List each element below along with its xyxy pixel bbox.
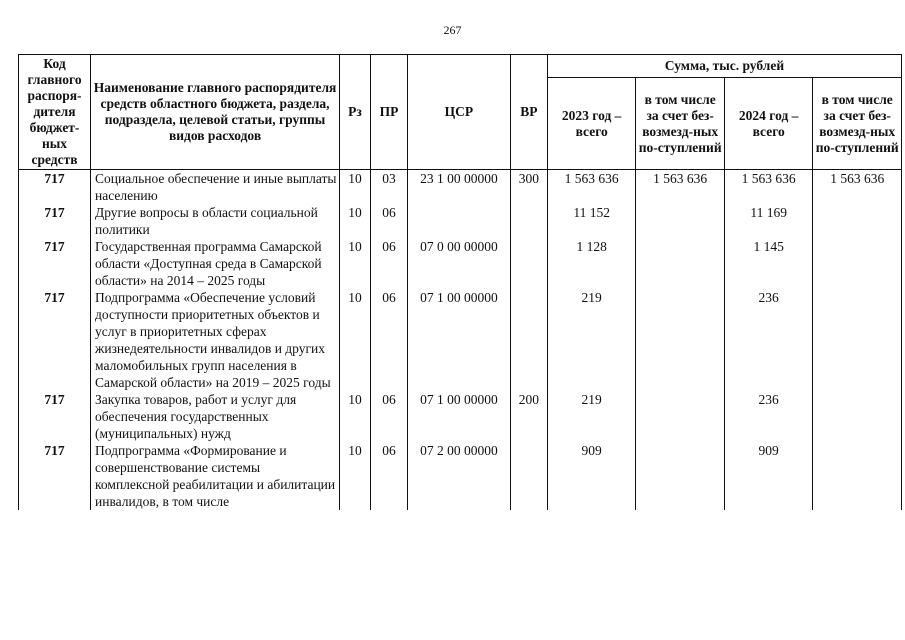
cell-2023-total: 1 563 636 [547, 170, 636, 205]
cell-2024-gratuitous: 1 563 636 [813, 170, 902, 205]
cell-2024-gratuitous [813, 391, 902, 442]
header-sum: Сумма, тыс. рублей [547, 55, 901, 78]
cell-vr [510, 442, 547, 510]
table-row [19, 289, 902, 391]
cell-2023-gratuitous [636, 204, 725, 238]
cell-csr [407, 204, 510, 238]
cell-pr: 06 [370, 289, 407, 391]
cell-pr: 03 [370, 170, 407, 205]
cell-2024-total: 1 145 [724, 238, 813, 289]
header-2023-gratuitous: в том числе за счет без-возмезд-ных по-ступлений [636, 78, 725, 170]
cell-2023-gratuitous [636, 238, 725, 289]
cell-code: 717 [19, 391, 91, 442]
header-2024-total: 2024 год – всего [724, 78, 813, 170]
header-name: Наименование главного распорядителя средств областного бюджета, раздела, подраздела, целевой статьи, группы видов расходов [91, 55, 340, 170]
cell-2023-total: 219 [547, 391, 636, 442]
cell-pr: 06 [370, 204, 407, 238]
cell-vr [510, 289, 547, 391]
cell-2023-total: 219 [547, 289, 636, 391]
cell-code: 717 [19, 170, 91, 205]
table-row [19, 391, 902, 442]
cell-2023-gratuitous [636, 391, 725, 442]
cell-2023-gratuitous [636, 442, 725, 510]
cell-2023-gratuitous: 1 563 636 [636, 170, 725, 205]
cell-pr: 06 [370, 391, 407, 442]
cell-2024-gratuitous [813, 238, 902, 289]
cell-2024-gratuitous [813, 289, 902, 391]
cell-rz: 10 [340, 204, 371, 238]
cell-name: Подпрограмма «Обеспечение условий доступности приоритетных объектов и услуг в приоритетных сферах жизнедеятельности инвалидов и других маломобильных групп населения в Самарской области» на 2019 – 2025 годы [91, 289, 340, 391]
table-body [19, 170, 902, 511]
cell-rz: 10 [340, 238, 371, 289]
cell-name: Другие вопросы в области социальной политики [91, 204, 340, 238]
cell-name: Государственная программа Самарской области «Доступная среда в Самарской области» на 2014 – 2025 годы [91, 238, 340, 289]
header-csr: ЦСР [407, 55, 510, 170]
cell-csr: 07 1 00 00000 [407, 289, 510, 391]
cell-vr [510, 238, 547, 289]
cell-code: 717 [19, 238, 91, 289]
cell-name: Закупка товаров, работ и услуг для обеспечения государственных (муниципальных) нужд [91, 391, 340, 442]
header-2023-total: 2023 год – всего [547, 78, 636, 170]
cell-code: 717 [19, 442, 91, 510]
cell-rz: 10 [340, 289, 371, 391]
cell-2023-total: 1 128 [547, 238, 636, 289]
cell-2024-total: 236 [724, 391, 813, 442]
cell-rz: 10 [340, 442, 371, 510]
header-rz: Рз [340, 55, 371, 170]
budget-table [18, 54, 902, 510]
cell-code: 717 [19, 289, 91, 391]
cell-2024-total: 11 169 [724, 204, 813, 238]
cell-2024-total: 909 [724, 442, 813, 510]
cell-name: Социальное обеспечение и иные выплаты населению [91, 170, 340, 205]
header-vr: ВР [510, 55, 547, 170]
cell-2023-total: 11 152 [547, 204, 636, 238]
cell-name: Подпрограмма «Формирование и совершенствование системы комплексной реабилитации и абилитации инвалидов, в том числе [91, 442, 340, 510]
table-row [19, 204, 902, 238]
cell-vr: 300 [510, 170, 547, 205]
cell-2024-total: 1 563 636 [724, 170, 813, 205]
cell-2024-total: 236 [724, 289, 813, 391]
cell-pr: 06 [370, 442, 407, 510]
cell-csr: 07 1 00 00000 [407, 391, 510, 442]
header-code: Код главного распоря-дителя бюджет-ных средств [19, 55, 91, 170]
cell-vr: 200 [510, 391, 547, 442]
cell-pr: 06 [370, 238, 407, 289]
cell-rz: 10 [340, 391, 371, 442]
cell-csr: 23 1 00 00000 [407, 170, 510, 205]
page-number: 267 [443, 23, 462, 37]
table-row [19, 170, 902, 205]
cell-vr [510, 204, 547, 238]
cell-2023-total: 909 [547, 442, 636, 510]
cell-csr: 07 2 00 00000 [407, 442, 510, 510]
table-row [19, 238, 902, 289]
cell-2023-gratuitous [636, 289, 725, 391]
cell-2024-gratuitous [813, 204, 902, 238]
header-2024-gratuitous: в том числе за счет без-возмезд-ных по-ступлений [813, 78, 902, 170]
cell-rz: 10 [340, 170, 371, 205]
cell-csr: 07 0 00 00000 [407, 238, 510, 289]
cell-2024-gratuitous [813, 442, 902, 510]
table-row [19, 442, 902, 510]
header-pr: ПР [370, 55, 407, 170]
cell-code: 717 [19, 204, 91, 238]
